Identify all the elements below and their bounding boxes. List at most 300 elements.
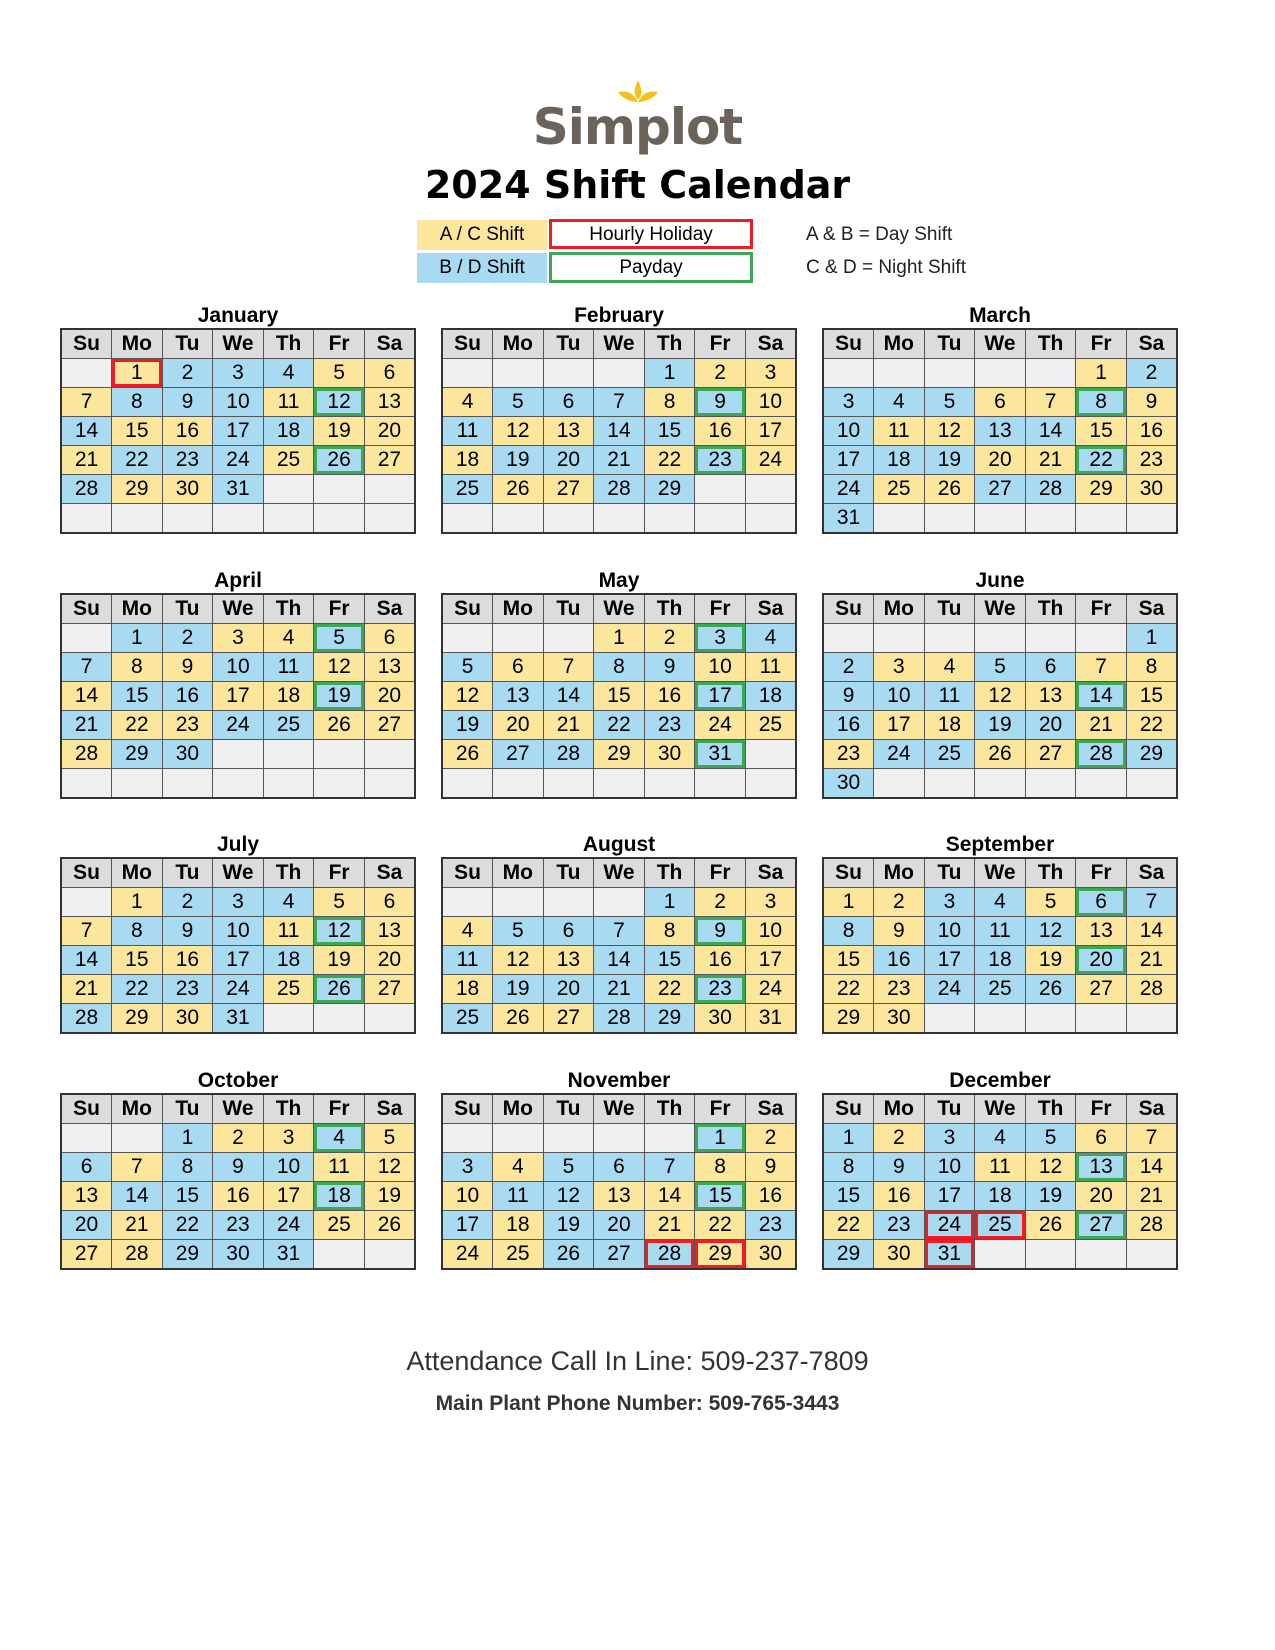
empty-cell <box>493 888 544 917</box>
day-cell: 20 <box>364 417 415 446</box>
day-cell: 7 <box>543 653 594 682</box>
day-cell: 22 <box>112 446 163 475</box>
empty-cell <box>442 769 493 798</box>
empty-cell <box>594 504 645 533</box>
day-cell: 27 <box>364 975 415 1004</box>
weekday-header: Fr <box>1076 858 1127 888</box>
day-cell: 8 <box>823 1153 874 1182</box>
day-cell: 1 <box>644 888 695 917</box>
weekday-header: Sa <box>745 329 796 359</box>
empty-cell <box>314 740 365 769</box>
day-cell: 17 <box>745 417 796 446</box>
day-cell: 5 <box>975 653 1026 682</box>
day-cell: 9 <box>162 917 213 946</box>
day-cell: 2 <box>162 624 213 653</box>
weekday-header: We <box>213 1094 264 1124</box>
weekday-header: Mo <box>112 858 163 888</box>
day-cell: 25 <box>263 711 314 740</box>
day-cell: 25 <box>314 1211 365 1240</box>
weekday-header: Fr <box>1076 329 1127 359</box>
day-cell: 23 <box>745 1211 796 1240</box>
empty-cell <box>61 769 112 798</box>
weekday-header: Mo <box>493 594 544 624</box>
day-cell: 21 <box>1126 1182 1177 1211</box>
empty-cell <box>314 475 365 504</box>
weekday-header: Su <box>442 1094 493 1124</box>
day-cell: 3 <box>213 359 264 388</box>
day-cell: 12 <box>1025 1153 1076 1182</box>
weekday-header: Su <box>823 1094 874 1124</box>
legend-payday: Payday <box>549 252 753 283</box>
weekday-header: Fr <box>695 594 746 624</box>
weekday-header: Fr <box>695 1094 746 1124</box>
empty-cell <box>543 504 594 533</box>
empty-cell <box>112 769 163 798</box>
empty-cell <box>263 769 314 798</box>
empty-cell <box>924 769 975 799</box>
day-cell: 14 <box>112 1182 163 1211</box>
day-cell: 2 <box>695 359 746 388</box>
legend-note-day: A & B = Day Shift <box>806 224 953 245</box>
month-name: May <box>598 569 640 592</box>
weekday-header: Tu <box>162 329 213 359</box>
weekday-header: Th <box>644 1094 695 1124</box>
empty-cell <box>594 359 645 388</box>
day-cell: 12 <box>493 417 544 446</box>
day-cell: 6 <box>364 624 415 653</box>
day-cell: 11 <box>975 917 1026 946</box>
day-cell: 29 <box>162 1240 213 1270</box>
day-cell: 24 <box>695 711 746 740</box>
day-cell: 23 <box>162 711 213 740</box>
day-cell: 31 <box>213 1004 264 1034</box>
day-cell: 16 <box>162 682 213 711</box>
weekday-header: Tu <box>162 858 213 888</box>
empty-cell <box>112 504 163 533</box>
day-cell: 27 <box>1076 975 1127 1004</box>
weekday-header: Th <box>263 1094 314 1124</box>
day-cell: 17 <box>874 711 925 740</box>
day-cell: 17 <box>263 1182 314 1211</box>
weekday-header: Sa <box>745 858 796 888</box>
day-cell: 8 <box>112 388 163 417</box>
month-name: April <box>214 569 262 592</box>
day-cell: 2 <box>1126 359 1177 388</box>
day-cell: 21 <box>594 975 645 1004</box>
day-cell: 8 <box>112 653 163 682</box>
day-cell: 22 <box>823 975 874 1004</box>
empty-cell <box>745 475 796 504</box>
day-cell: 10 <box>874 682 925 711</box>
day-cell: 3 <box>263 1124 314 1153</box>
day-cell: 12 <box>314 653 365 682</box>
day-cell: 12 <box>924 417 975 446</box>
weekday-header: Su <box>61 858 112 888</box>
weekday-header: We <box>975 594 1026 624</box>
day-cell: 24 <box>745 975 796 1004</box>
day-cell: 18 <box>263 682 314 711</box>
empty-cell <box>745 504 796 533</box>
weekday-header: Tu <box>162 594 213 624</box>
day-cell: 8 <box>823 917 874 946</box>
day-cell: 3 <box>213 888 264 917</box>
day-cell: 7 <box>1025 388 1076 417</box>
day-cell: 12 <box>314 388 365 417</box>
day-cell: 29 <box>112 1004 163 1034</box>
day-cell: 18 <box>314 1182 365 1211</box>
day-cell: 11 <box>975 1153 1026 1182</box>
day-cell: 1 <box>644 359 695 388</box>
empty-cell <box>61 1124 112 1153</box>
empty-cell <box>823 359 874 388</box>
day-cell: 22 <box>1126 711 1177 740</box>
day-cell: 21 <box>112 1211 163 1240</box>
empty-cell <box>975 504 1026 534</box>
day-cell: 23 <box>874 1211 925 1240</box>
day-cell: 19 <box>314 946 365 975</box>
weekday-header: We <box>594 1094 645 1124</box>
month-table <box>60 857 416 1034</box>
day-cell: 3 <box>745 359 796 388</box>
day-cell: 17 <box>442 1211 493 1240</box>
day-cell: 13 <box>364 653 415 682</box>
day-cell: 11 <box>442 946 493 975</box>
day-cell: 6 <box>364 359 415 388</box>
day-cell: 9 <box>1126 388 1177 417</box>
empty-cell <box>1126 1004 1177 1034</box>
day-cell: 30 <box>162 475 213 504</box>
weekday-header: We <box>975 329 1026 359</box>
day-cell: 12 <box>543 1182 594 1211</box>
day-cell: 13 <box>1025 682 1076 711</box>
month-name: August <box>582 833 656 856</box>
day-cell: 2 <box>874 888 925 917</box>
day-cell: 16 <box>874 946 925 975</box>
day-cell: 10 <box>924 1153 975 1182</box>
day-cell: 10 <box>442 1182 493 1211</box>
month-name: November <box>567 1069 671 1092</box>
day-cell: 2 <box>823 653 874 682</box>
day-cell: 19 <box>924 446 975 475</box>
day-cell: 23 <box>213 1211 264 1240</box>
day-cell: 18 <box>745 682 796 711</box>
day-cell: 13 <box>61 1182 112 1211</box>
empty-cell <box>695 769 746 798</box>
day-cell: 13 <box>364 917 415 946</box>
day-cell: 1 <box>1076 359 1127 388</box>
day-cell: 11 <box>263 388 314 417</box>
day-cell: 19 <box>314 682 365 711</box>
day-cell: 3 <box>745 888 796 917</box>
weekday-header: Mo <box>112 1094 163 1124</box>
day-cell: 18 <box>263 946 314 975</box>
weekday-header: Sa <box>745 594 796 624</box>
empty-cell <box>1126 504 1177 534</box>
day-cell: 13 <box>975 417 1026 446</box>
weekday-header: Fr <box>695 858 746 888</box>
day-cell: 31 <box>695 740 746 769</box>
day-cell: 7 <box>61 653 112 682</box>
day-cell: 12 <box>975 682 1026 711</box>
day-cell: 26 <box>1025 975 1076 1004</box>
day-cell: 31 <box>263 1240 314 1270</box>
day-cell: 20 <box>493 711 544 740</box>
weekday-header: Sa <box>364 594 415 624</box>
day-cell: 15 <box>112 417 163 446</box>
day-cell: 23 <box>162 975 213 1004</box>
day-cell: 20 <box>975 446 1026 475</box>
day-cell: 6 <box>1076 1124 1127 1153</box>
day-cell: 11 <box>442 417 493 446</box>
month-table <box>822 593 1178 799</box>
day-cell: 16 <box>213 1182 264 1211</box>
empty-cell <box>1126 1240 1177 1270</box>
empty-cell <box>543 359 594 388</box>
month-name: October <box>197 1069 279 1092</box>
empty-cell <box>1025 359 1076 388</box>
weekday-header: Sa <box>1126 329 1177 359</box>
day-cell: 30 <box>213 1240 264 1270</box>
day-cell: 17 <box>745 946 796 975</box>
day-cell: 29 <box>112 475 163 504</box>
day-cell: 12 <box>442 682 493 711</box>
day-cell: 21 <box>644 1211 695 1240</box>
day-cell: 26 <box>493 475 544 504</box>
day-cell: 6 <box>543 917 594 946</box>
empty-cell <box>263 475 314 504</box>
weekday-header: We <box>975 858 1026 888</box>
weekday-header: Mo <box>493 858 544 888</box>
weekday-header: Th <box>263 858 314 888</box>
day-cell: 29 <box>644 475 695 504</box>
day-cell: 22 <box>1076 446 1127 475</box>
day-cell: 26 <box>493 1004 544 1034</box>
day-cell: 23 <box>644 711 695 740</box>
day-cell: 10 <box>695 653 746 682</box>
empty-cell <box>1076 624 1127 653</box>
day-cell: 16 <box>874 1182 925 1211</box>
empty-cell <box>162 504 213 533</box>
day-cell: 21 <box>61 446 112 475</box>
day-cell: 26 <box>442 740 493 769</box>
day-cell: 9 <box>162 388 213 417</box>
day-cell: 14 <box>1076 682 1127 711</box>
day-cell: 15 <box>112 946 163 975</box>
day-cell: 14 <box>1025 417 1076 446</box>
month-name: December <box>949 1069 1051 1092</box>
day-cell: 2 <box>874 1124 925 1153</box>
day-cell: 7 <box>644 1153 695 1182</box>
day-cell: 5 <box>314 359 365 388</box>
weekday-header: We <box>594 858 645 888</box>
empty-cell <box>1025 1004 1076 1034</box>
day-cell: 22 <box>823 1211 874 1240</box>
empty-cell <box>594 1124 645 1153</box>
day-cell: 5 <box>924 388 975 417</box>
day-cell: 2 <box>162 888 213 917</box>
empty-cell <box>314 504 365 533</box>
empty-cell <box>1025 624 1076 653</box>
month-june <box>822 569 1178 799</box>
empty-cell <box>543 1124 594 1153</box>
day-cell: 13 <box>594 1182 645 1211</box>
day-cell: 11 <box>263 653 314 682</box>
day-cell: 15 <box>823 1182 874 1211</box>
day-cell: 24 <box>213 711 264 740</box>
empty-cell <box>314 1004 365 1034</box>
month-name: July <box>216 833 260 856</box>
day-cell: 22 <box>112 711 163 740</box>
month-december <box>822 1069 1178 1270</box>
day-cell: 6 <box>493 653 544 682</box>
weekday-header: Mo <box>874 1094 925 1124</box>
empty-cell <box>644 1124 695 1153</box>
month-april <box>60 569 416 799</box>
empty-cell <box>61 624 112 653</box>
empty-cell <box>112 1124 163 1153</box>
day-cell: 1 <box>1126 624 1177 653</box>
weekday-header: Fr <box>314 1094 365 1124</box>
day-cell: 24 <box>874 740 925 769</box>
empty-cell <box>213 740 264 769</box>
day-cell: 16 <box>823 711 874 740</box>
empty-cell <box>263 740 314 769</box>
empty-cell <box>364 504 415 533</box>
day-cell: 19 <box>493 446 544 475</box>
day-cell: 25 <box>493 1240 544 1270</box>
day-cell: 17 <box>924 946 975 975</box>
day-cell: 4 <box>263 359 314 388</box>
logo-text: Simplot <box>532 98 743 156</box>
day-cell: 24 <box>213 446 264 475</box>
day-cell: 27 <box>61 1240 112 1270</box>
day-cell: 5 <box>364 1124 415 1153</box>
day-cell: 5 <box>493 917 544 946</box>
day-cell: 25 <box>924 740 975 769</box>
month-table <box>822 1093 1178 1270</box>
empty-cell <box>61 504 112 533</box>
day-cell: 15 <box>823 946 874 975</box>
weekday-header: Th <box>263 329 314 359</box>
weekday-header: We <box>213 858 264 888</box>
empty-cell <box>823 624 874 653</box>
day-cell: 27 <box>975 475 1026 504</box>
month-name: September <box>945 833 1055 856</box>
day-cell: 21 <box>1025 446 1076 475</box>
day-cell: 4 <box>874 388 925 417</box>
day-cell: 12 <box>1025 917 1076 946</box>
empty-cell <box>364 769 415 798</box>
day-cell: 13 <box>1076 1153 1127 1182</box>
day-cell: 24 <box>924 975 975 1004</box>
day-cell: 26 <box>975 740 1026 769</box>
day-cell: 28 <box>112 1240 163 1270</box>
day-cell: 21 <box>61 711 112 740</box>
month-table <box>60 593 416 799</box>
month-september <box>822 833 1178 1034</box>
empty-cell <box>364 475 415 504</box>
day-cell: 14 <box>594 946 645 975</box>
day-cell: 15 <box>162 1182 213 1211</box>
weekday-header: Su <box>61 594 112 624</box>
day-cell: 21 <box>61 975 112 1004</box>
day-cell: 12 <box>364 1153 415 1182</box>
day-cell: 26 <box>924 475 975 504</box>
legend-hourly-holiday: Hourly Holiday <box>549 219 753 249</box>
weekday-header: Fr <box>695 329 746 359</box>
weekday-header: Su <box>823 329 874 359</box>
day-cell: 1 <box>162 1124 213 1153</box>
empty-cell <box>745 769 796 798</box>
empty-cell <box>1025 504 1076 534</box>
day-cell: 21 <box>543 711 594 740</box>
day-cell: 2 <box>644 624 695 653</box>
day-cell: 28 <box>1126 1211 1177 1240</box>
day-cell: 4 <box>263 624 314 653</box>
day-cell: 31 <box>823 504 874 534</box>
empty-cell <box>314 1240 365 1270</box>
day-cell: 8 <box>162 1153 213 1182</box>
day-cell: 16 <box>1126 417 1177 446</box>
day-cell: 15 <box>644 946 695 975</box>
day-cell: 28 <box>61 1004 112 1034</box>
day-cell: 16 <box>162 946 213 975</box>
month-november <box>441 1069 797 1270</box>
empty-cell <box>1025 1240 1076 1270</box>
day-cell: 30 <box>874 1004 925 1034</box>
day-cell: 9 <box>695 917 746 946</box>
day-cell: 31 <box>924 1240 975 1270</box>
empty-cell <box>364 740 415 769</box>
day-cell: 28 <box>594 475 645 504</box>
empty-cell <box>1076 1240 1127 1270</box>
day-cell: 9 <box>162 653 213 682</box>
month-table <box>60 1093 416 1270</box>
weekday-header: Tu <box>924 858 975 888</box>
day-cell: 3 <box>442 1153 493 1182</box>
month-name: March <box>969 304 1031 327</box>
day-cell: 31 <box>213 475 264 504</box>
day-cell: 25 <box>442 1004 493 1034</box>
day-cell: 2 <box>695 888 746 917</box>
day-cell: 25 <box>975 975 1026 1004</box>
day-cell: 23 <box>695 446 746 475</box>
attendance-line: Attendance Call In Line: 509-237-7809 <box>406 1346 869 1376</box>
day-cell: 5 <box>314 888 365 917</box>
day-cell: 8 <box>1126 653 1177 682</box>
day-cell: 31 <box>745 1004 796 1034</box>
day-cell: 28 <box>543 740 594 769</box>
day-cell: 6 <box>594 1153 645 1182</box>
day-cell: 19 <box>493 975 544 1004</box>
day-cell: 19 <box>314 417 365 446</box>
weekday-header: Fr <box>1076 1094 1127 1124</box>
day-cell: 8 <box>644 388 695 417</box>
empty-cell <box>924 359 975 388</box>
weekday-header: Tu <box>924 594 975 624</box>
day-cell: 13 <box>543 417 594 446</box>
day-cell: 9 <box>644 653 695 682</box>
day-cell: 23 <box>823 740 874 769</box>
day-cell: 29 <box>1126 740 1177 769</box>
weekday-header: Tu <box>543 594 594 624</box>
month-table <box>822 328 1178 534</box>
weekday-header: Tu <box>924 1094 975 1124</box>
day-cell: 27 <box>1076 1211 1127 1240</box>
day-cell: 4 <box>924 653 975 682</box>
day-cell: 30 <box>745 1240 796 1270</box>
day-cell: 17 <box>213 417 264 446</box>
